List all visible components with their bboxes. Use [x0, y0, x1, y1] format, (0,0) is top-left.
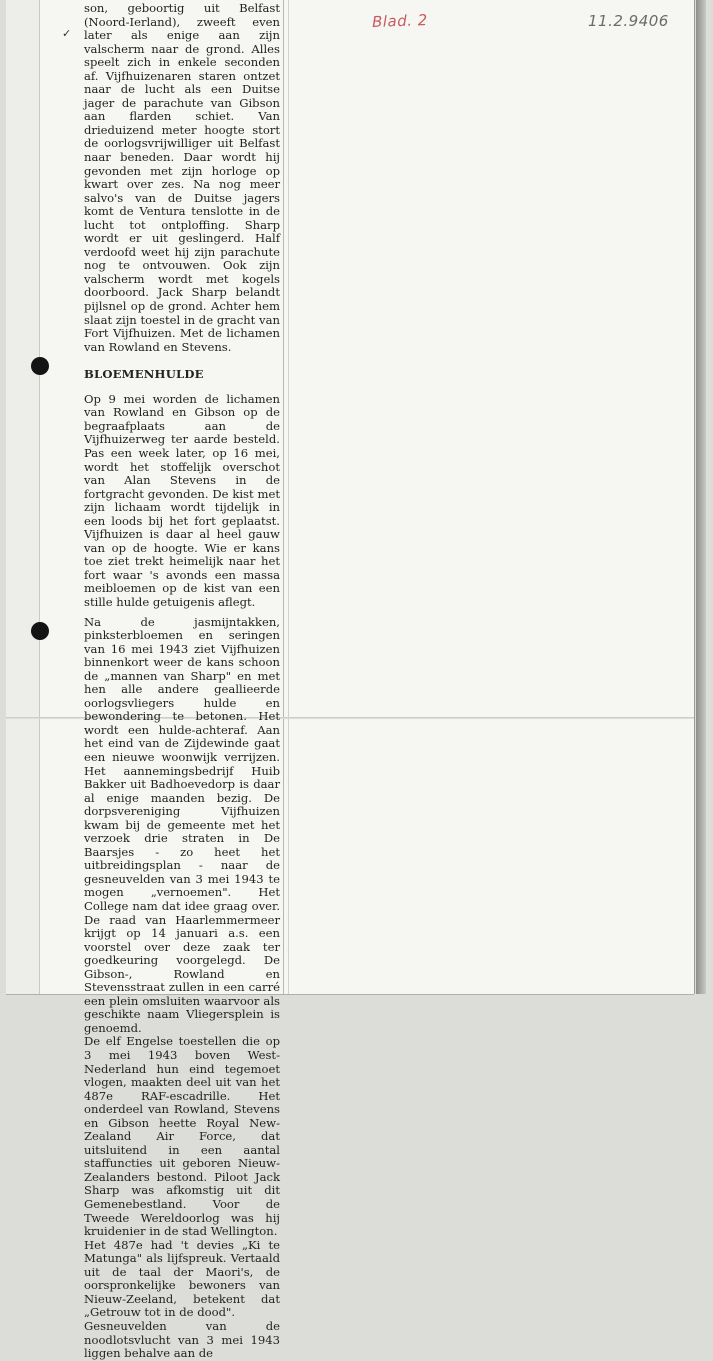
article-paragraph: Op 9 mei worden de lichamen van Rowland en Gibson op de begraafplaats aan de Vijfhuizerweg ter aarde besteld. Pas een week later, op 16 mei, wordt het stoffelijk overschot van Alan Stevens in de fortgracht gevonden. De kist met zijn lichaam wordt tijdelijk in een loods bij het fort geplaatst. Vijfhuizen is daar al heel gauw van op de hoogte. Wie er kans toe ziet trekt heimelijk naar het fort waar 's avonds een massa meibloemen op de kist van een stille hulde getuigenis aflegt.	[84, 391, 280, 609]
section-heading: BLOEMENHULDE	[84, 367, 204, 382]
sheet-label: Blad. 2	[371, 11, 429, 31]
article-paragraph: Gesneuvelden van de noodlotsvlucht van 3 mei 1943 liggen behalve aan de	[84, 1318, 280, 1361]
article-paragraph: son, geboortig uit Belfast (Noord-Ierland), zweeft even later als enige aan zijn valscherm naar de grond. Alles speelt zich in enkele seconden af. Vijfhuizenaren staren ontzet naar de lucht als een Duitse jager de parachute van Gibson aan flarden schiet. Van drieduizend meter hoogte stort de oorlogsvrijwilliger uit Belfast naar beneden. Daar wordt hij gevonden met zijn horloge op kwart over zes. Na nog meer salvo's van de Duitse jagers komt de Ventura tenslotte in de lucht tot ontploffing. Sharp wordt er uit geslingerd. Half verdoofd weet hij zijn parachute nog te ontvouwen. Ook zijn valscherm wordt met kogels doorboord. Jack Sharp belandt pijlsnel op de grond. Achter hem slaat zijn toestel in de gracht van Fort Vijfhuizen. Met de lichamen van Rowland en Stevens.	[84, 1, 280, 354]
punch-hole-top	[31, 357, 49, 375]
article-paragraph: Na de jasmijntakken, pinksterbloemen en seringen van 16 mei 1943 ziet Vijfhuizen binnenkort weer de kans schoon de „mannen van Sharp" en met hen alle andere geallieerde oorlogsvliegers hulde en bewondering te betonen. Het wordt een hulde-achteraf. Aan het eind van de Zijdewinde gaat een nieuwe woonwijk verrijzen. Het aannemingsbedrijf Huib Bakker uit Badhoevedorp is daar al enige maanden bezig. De dorpsvereniging Vijfhuizen kwam bij de gemeente met het verzoek drie straten in De Baarsjes - zo heet het uitbreidingsplan - naar de gesneuvelden van 3 mei 1943 te mogen „vernoemen". Het College nam dat idee graag over. De raad van Haarlemmermeer krijgt op 14 januari a.s. een voorstel over deze zaak ter goedkeuring voorgelegd. De Gibson-, Rowland en Stevensstraat zullen in een carré een plein omsluiten waarvoor als geschikte naam Vliegersplein is genoemd.	[84, 614, 280, 1035]
page-edge-shadow	[696, 0, 706, 994]
margin-strip	[6, 0, 40, 994]
punch-hole-bottom	[31, 622, 49, 640]
newspaper-clipping	[84, 2, 280, 1361]
catalog-code: 11.2.9406	[588, 12, 669, 30]
article-paragraph: Het 487e had 't devies „Ki te Matunga" als lijfspreuk. Vertaald uit de taal der Maori's, de oorspronkelijke bewoners van Nieuw-Zeeland, betekent dat „Getrouw tot in de dood".	[84, 1237, 280, 1320]
article-paragraph: De elf Engelse toestellen die op 3 mei 1943 boven West-Nederland hun eind tegemoet vlogen, maakten deel uit van het 487e RAF-escadrille. Het onderdeel van Rowland, Stevens en Gibson heette Royal New-Zealand Air Force, dat uitsluitend in een aantal staffuncties uit geboren Nieuw-Zealanders bestond. Piloot Jack Sharp was afkomstig uit dit Gemenebestland. Voor de Tweede Wereldoorlog was hij kruidenier in de stad Wellington.	[84, 1034, 280, 1239]
clipping-edge-left	[39, 0, 40, 994]
clipping-edge-right	[283, 0, 284, 994]
vertical-fold	[288, 0, 289, 994]
pencil-mark: ✓	[62, 27, 72, 40]
